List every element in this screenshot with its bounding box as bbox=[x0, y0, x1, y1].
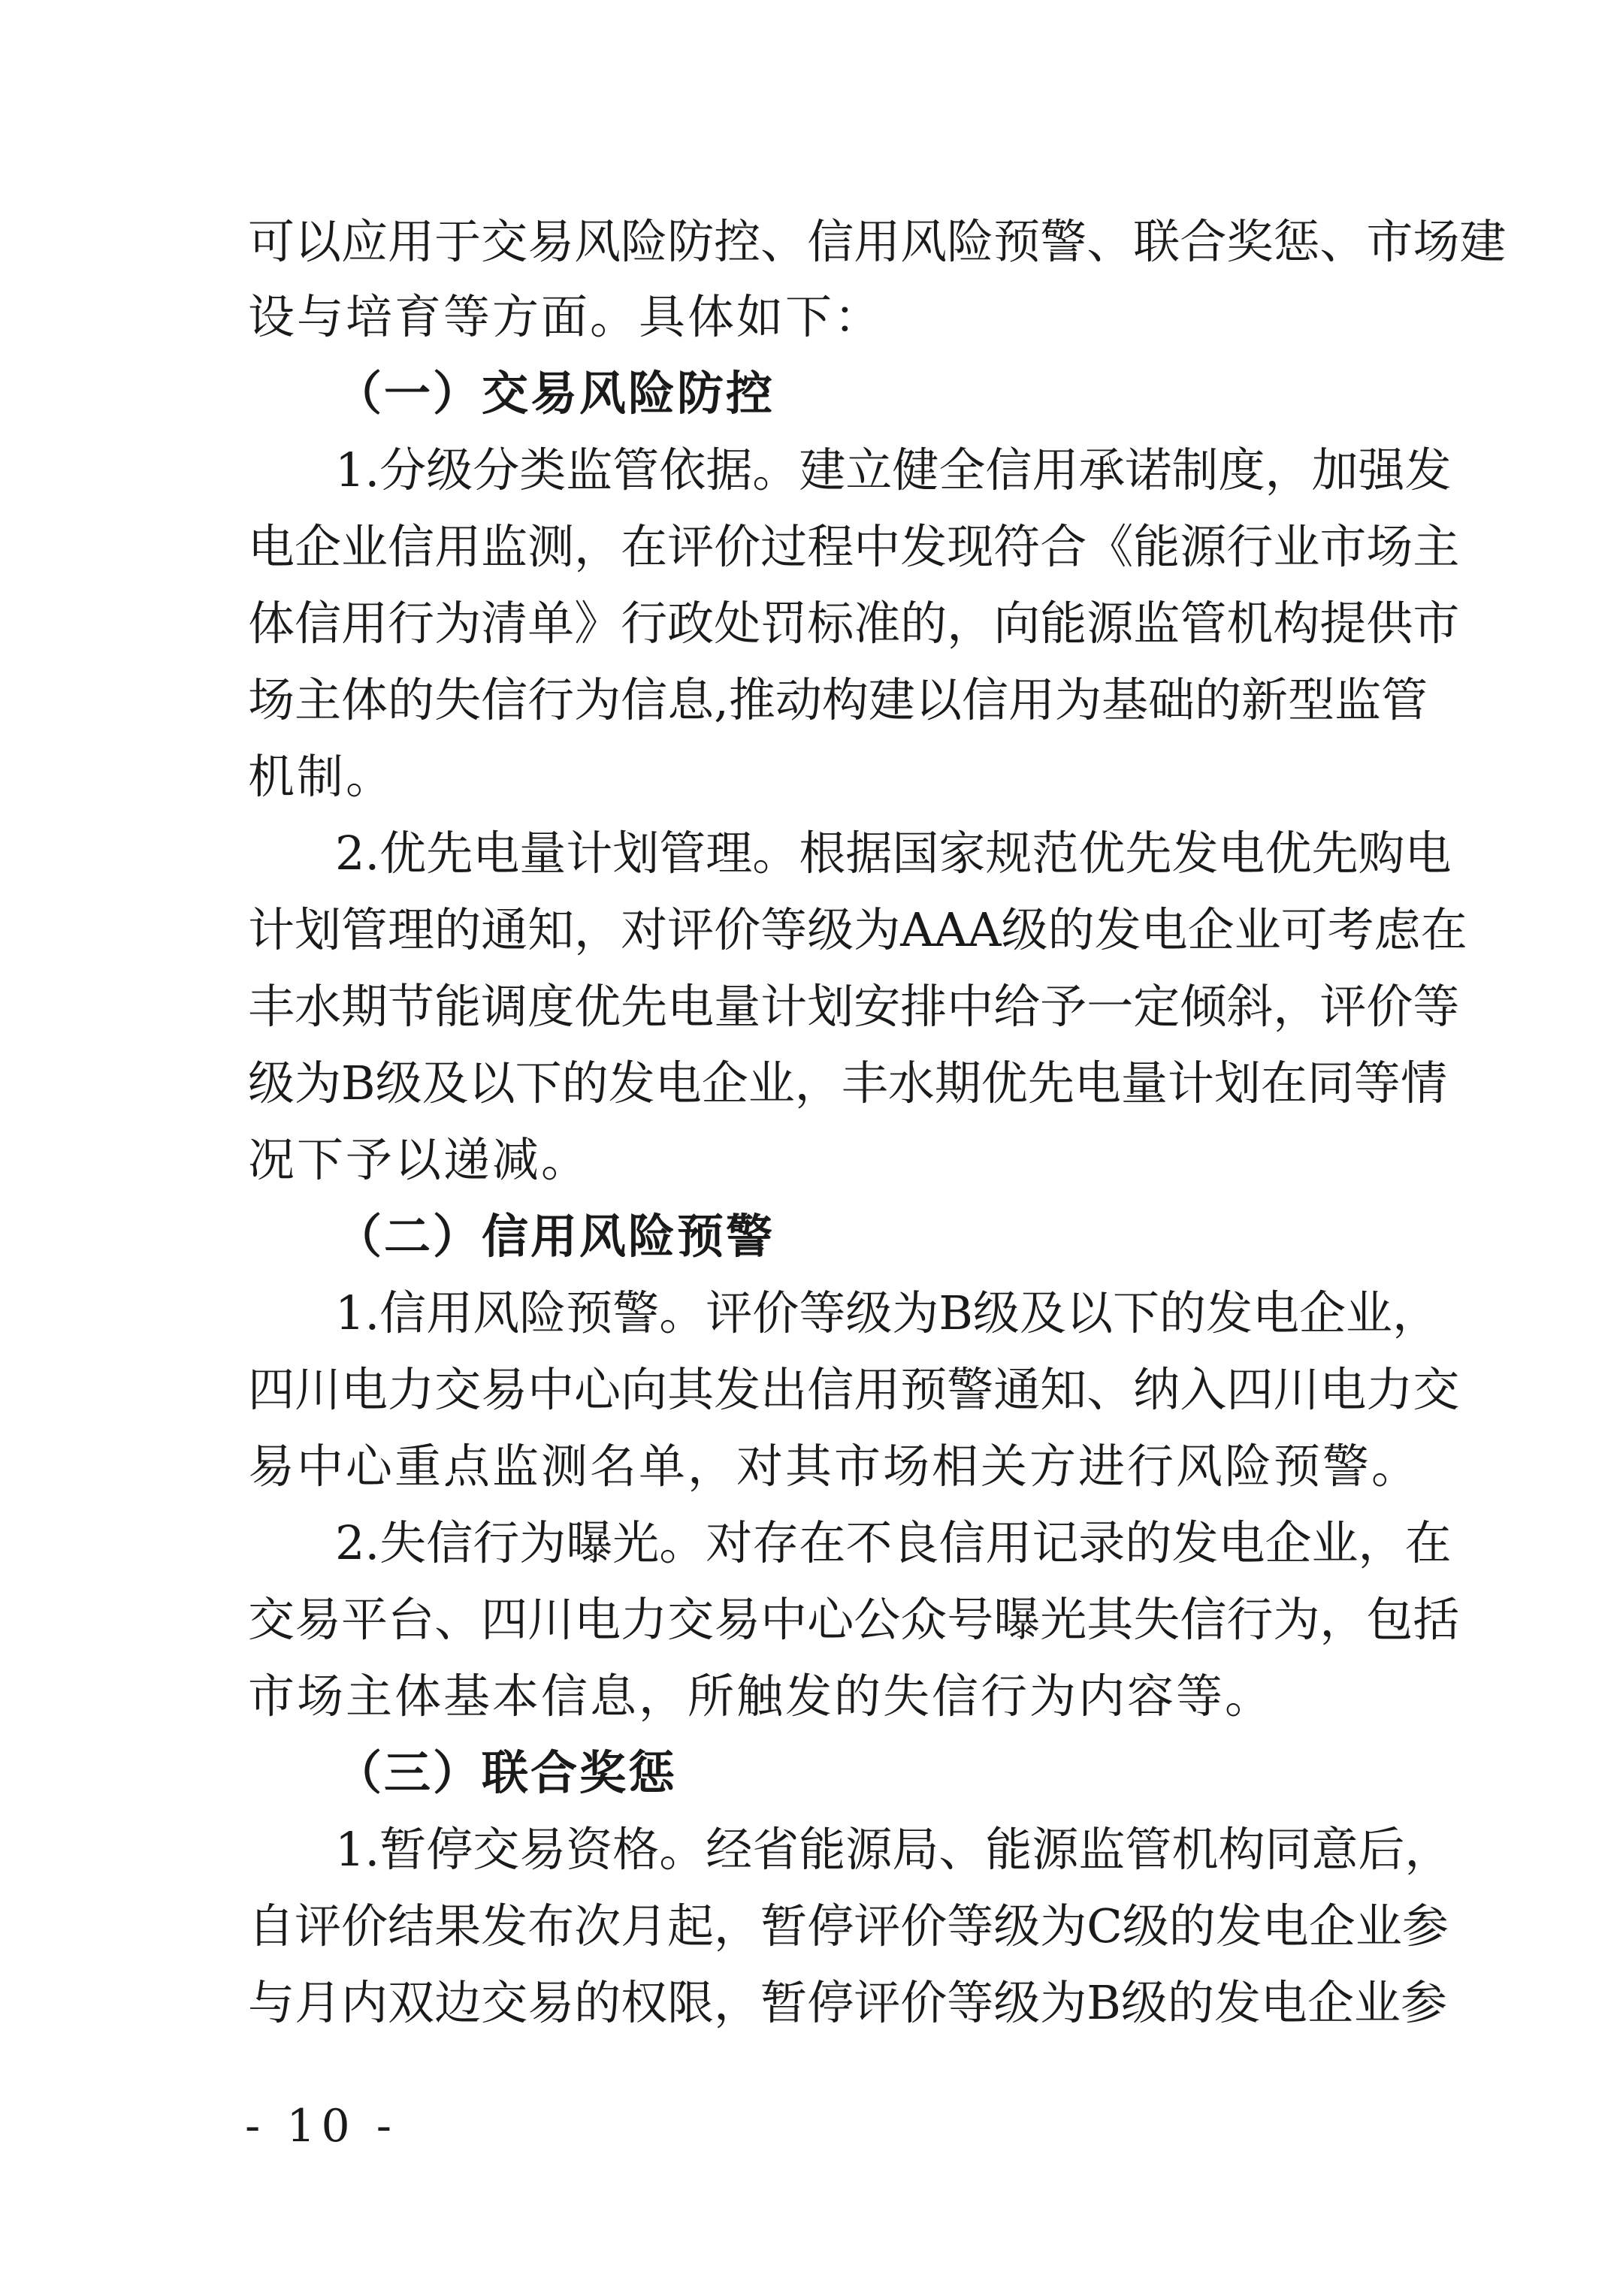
body-line bbox=[248, 1046, 1447, 1121]
body-line: 机制。 bbox=[248, 749, 395, 804]
body-line bbox=[335, 1506, 1462, 1581]
body-line bbox=[248, 204, 1507, 279]
body-line bbox=[335, 816, 1462, 891]
line-text: 1 . 分 级 分 类 监 管 依 据 。 建 立 健 全 信 用 承 诺 制 度 ， 加 强 发 bbox=[335, 443, 1452, 497]
line-text: 体 信 用 行 为 清 单 》 行 政 处 罚 标 准 的 ， 向 能 源 监 管 机 构 提 供 市 bbox=[248, 596, 1460, 651]
line-text: 自 评 价 结 果 发 布 次 月 起 ， 暂 停 评 价 等 级 为 C 级 的 发 电 企 业 参 bbox=[248, 1899, 1449, 1953]
body-line bbox=[248, 663, 1428, 738]
page-number: - 10 - bbox=[245, 2100, 398, 2152]
body-line bbox=[248, 1352, 1460, 1427]
line-text: 级 为 B 级 及 以 下 的 发 电 企 业 ， 丰 水 期 优 先 电 量 计 划 在 同 等 情 bbox=[248, 1056, 1447, 1110]
body-line bbox=[248, 969, 1460, 1044]
body-line: 易中心重点监测名单，对其市场相关方进行风险预警。 bbox=[248, 1439, 1421, 1494]
section-heading: （三）联合奖惩 bbox=[335, 1745, 678, 1800]
body-line bbox=[248, 893, 1467, 968]
line-text: 2 . 优 先 电 量 计 划 管 理 。 根 据 国 家 规 范 优 先 发 电 优 先 购 电 bbox=[335, 826, 1452, 881]
body-line bbox=[248, 1965, 1447, 2041]
line-text: 计 划 管 理 的 通 知 ， 对 评 价 等 级 为 A A A 级 的 发 电 企 业 可 考 虑 在 bbox=[248, 902, 1467, 957]
line-text: 可 以 应 用 于 交 易 风 险 防 控 、 信 用 风 险 预 警 、 联 合 奖 惩 、 市 场 建 bbox=[248, 214, 1507, 269]
body-line bbox=[248, 1889, 1449, 1964]
line-text: 2 . 失 信 行 为 曝 光 。 对 存 在 不 良 信 用 记 录 的 发 电 企 业 ， 在 bbox=[335, 1515, 1452, 1570]
section-heading: （二）信用风险预警 bbox=[335, 1209, 775, 1264]
line-text: 丰 水 期 节 能 调 度 优 先 电 量 计 划 安 排 中 给 予 一 定 倾 斜 ， 评 价 等 bbox=[248, 979, 1460, 1034]
body-line bbox=[248, 1582, 1460, 1657]
line-text: 四 川 电 力 交 易 中 心 向 其 发 出 信 用 预 警 通 知 、 纳 入 四 川 电 力 交 bbox=[248, 1362, 1460, 1417]
line-text: 1 . 信 用 风 险 预 警 。 评 价 等 级 为 B 级 及 以 下 的 发 电 企 业 ， bbox=[335, 1285, 1440, 1340]
line-text: 场 主 体 的 失 信 行 为 信 息 , 推 动 构 建 以 信 用 为 基 础 的 新 型 监 管 bbox=[248, 672, 1428, 727]
body-line: 设与培育等方面。具体如下： bbox=[248, 289, 884, 344]
body-line bbox=[335, 1812, 1462, 1887]
body-line: 况下予以递减。 bbox=[248, 1132, 591, 1187]
body-line bbox=[248, 509, 1460, 585]
body-line bbox=[335, 433, 1462, 508]
line-text: 电 企 业 信 用 监 测 ， 在 评 价 过 程 中 发 现 符 合 《 能 源 行 业 市 场 主 bbox=[248, 519, 1460, 574]
line-text: 1 . 暂 停 交 易 资 格 。 经 省 能 源 局 、 能 源 监 管 机 构 同 意 后 ， bbox=[335, 1822, 1452, 1877]
body-line bbox=[248, 586, 1460, 661]
section-heading: （一）交易风险防控 bbox=[335, 366, 775, 421]
line-text: 交 易 平 台 、 四 川 电 力 交 易 中 心 公 众 号 曝 光 其 失 信 行 为 ， 包 括 bbox=[248, 1592, 1460, 1647]
body-line bbox=[335, 1276, 1462, 1351]
line-text: 与 月 内 双 边 交 易 的 权 限 ， 暂 停 评 价 等 级 为 B 级 的 发 电 企 业 参 bbox=[248, 1975, 1447, 2030]
body-line: 市场主体基本信息，所触发的失信行为内容等。 bbox=[248, 1669, 1274, 1724]
